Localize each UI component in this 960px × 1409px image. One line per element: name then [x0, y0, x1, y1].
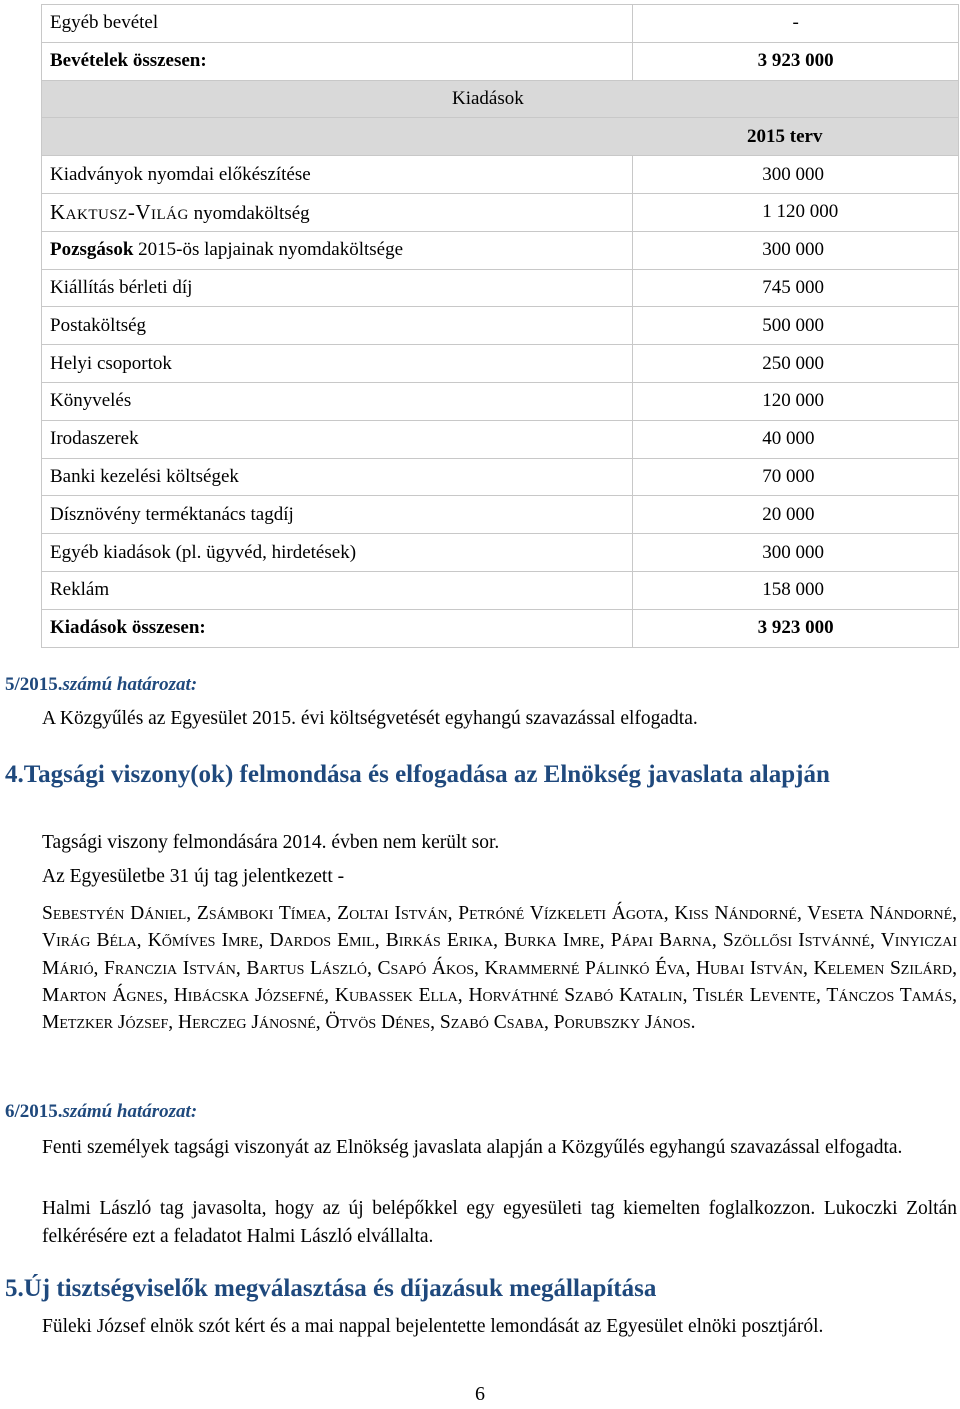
table-row — [42, 231, 959, 269]
row-value: 70 000 — [633, 458, 959, 496]
row-label: Egyéb bevétel — [42, 5, 633, 43]
resolution-6-note: Halmi László tag javasolta, hogy az új belépőkkel egy egyesületi tag kiemelten foglalkozzon. Lukoczki Zoltán felkérésére ezt a feladatot Halmi László elvállalta. — [42, 1198, 957, 1247]
table-row — [42, 420, 959, 458]
table-row — [42, 382, 959, 420]
section-header-row — [42, 80, 959, 118]
table-row — [42, 571, 959, 609]
row-value: 158 000 — [633, 571, 959, 609]
row-label: Postaköltség — [42, 307, 633, 345]
row-value: 745 000 — [633, 269, 959, 307]
section-4-p1: Tagsági viszony felmondására 2014. évben nem került sor. — [42, 832, 500, 853]
magazine-name: Kaktusz-Világ — [50, 199, 189, 224]
row-value: 300 000 — [633, 534, 959, 572]
row-label: Könyvelés — [42, 382, 633, 420]
row-value: 500 000 — [633, 307, 959, 345]
section-4-heading: 4.Tagsági viszony(ok) felmondása és elfogadása az Elnökség javaslata alapján — [5, 761, 830, 788]
resolution-5-text: A Közgyűlés az Egyesület 2015. évi költségvetését egyhangú szavazással elfogadta. — [42, 708, 698, 729]
section-5-heading: 5.Új tisztségviselők megválasztása és díjazásuk megállapítása — [5, 1275, 657, 1302]
total-value: 3 923 000 — [633, 609, 959, 647]
row-value: 300 000 — [633, 156, 959, 194]
row-label: Banki kezelési költségek — [42, 458, 633, 496]
total-row — [42, 609, 959, 647]
table-row — [42, 534, 959, 572]
magazine-name: Pozsgások — [50, 239, 134, 261]
row-value: 3 923 000 — [633, 42, 959, 80]
resolution-6-title: 6/2015.számú határozat: — [5, 1101, 198, 1122]
table-row — [42, 5, 959, 43]
table-row — [42, 269, 959, 307]
row-label: Egyéb kiadások (pl. ügyvéd, hirdetések) — [42, 534, 633, 572]
page-number: 6 — [475, 1383, 485, 1405]
row-label-rest: nyomdaköltség — [188, 202, 310, 224]
row-value: 250 000 — [633, 345, 959, 383]
row-value: 20 000 — [633, 496, 959, 534]
row-value: 40 000 — [633, 420, 959, 458]
row-label: Bevételek összesen: — [42, 42, 633, 80]
row-label: Kiállítás bérleti díj — [42, 269, 633, 307]
row-value: 1 120 000 — [633, 193, 959, 231]
row-value: 120 000 — [633, 382, 959, 420]
row-label-rest: 2015-ös lapjainak nyomdaköltsége — [133, 239, 404, 261]
plan-column-header: 2015 terv — [42, 118, 959, 156]
budget-table — [41, 4, 959, 648]
resolution-5-title: 5/2015.számú határozat: — [5, 674, 198, 695]
table-row — [42, 42, 959, 80]
row-value: 300 000 — [633, 231, 959, 269]
table-row — [42, 345, 959, 383]
expenses-title: Kiadások — [42, 80, 959, 118]
table-row — [42, 193, 959, 231]
row-label: Dísznövény terméktanács tagdíj — [42, 496, 633, 534]
row-label — [42, 231, 633, 269]
column-header-row — [42, 118, 959, 156]
new-members-list: Sebestyén Dániel, Zsámboki Tímea, Zoltai István, Petróné Vízkeleti Ágota, Kiss Nándorné, Veseta Nándorné, Virág Béla, Kőmíves Imre, Dardos Emil, Birkás Erika, Burka Imre, Pápai Barna, Szöllősi Istvánné, Vinyiczai Márió, Franczia István, Bartus László, Csapó Ákos, Krammerné Pálinkó Éva, Hubai István, Kelemen Szilárd, Marton Ágnes, Hibácska Józsefné, Kubassek Ella, Horváthné Szabó Katalin, Tislér Levente, Tánczos Tamás, Metzker József, Herczeg Jánosné, Ötvös Dénes, Szabó Csaba, Porubszky János. — [42, 903, 957, 1034]
table-row — [42, 496, 959, 534]
table-row — [42, 458, 959, 496]
row-label: Kiadványok nyomdai előkészítése — [42, 156, 633, 194]
table-row — [42, 156, 959, 194]
row-label: Irodaszerek — [42, 420, 633, 458]
row-label — [42, 193, 633, 231]
row-label: Reklám — [42, 571, 633, 609]
resolution-6-text: Fenti személyek tagsági viszonyát az Elnökség javaslata alapján a Közgyűlés egyhangú szavazással elfogadta. — [42, 1137, 903, 1158]
row-label: Helyi csoportok — [42, 345, 633, 383]
section-5-p1: Füleki József elnök szót kért és a mai nappal bejelentette lemondását az Egyesület elnöki posztjáról. — [42, 1316, 824, 1337]
total-label: Kiadások összesen: — [42, 609, 633, 647]
row-value: - — [633, 5, 959, 43]
table-row — [42, 307, 959, 345]
section-4-p2: Az Egyesületbe 31 új tag jelentkezett - — [42, 866, 345, 887]
